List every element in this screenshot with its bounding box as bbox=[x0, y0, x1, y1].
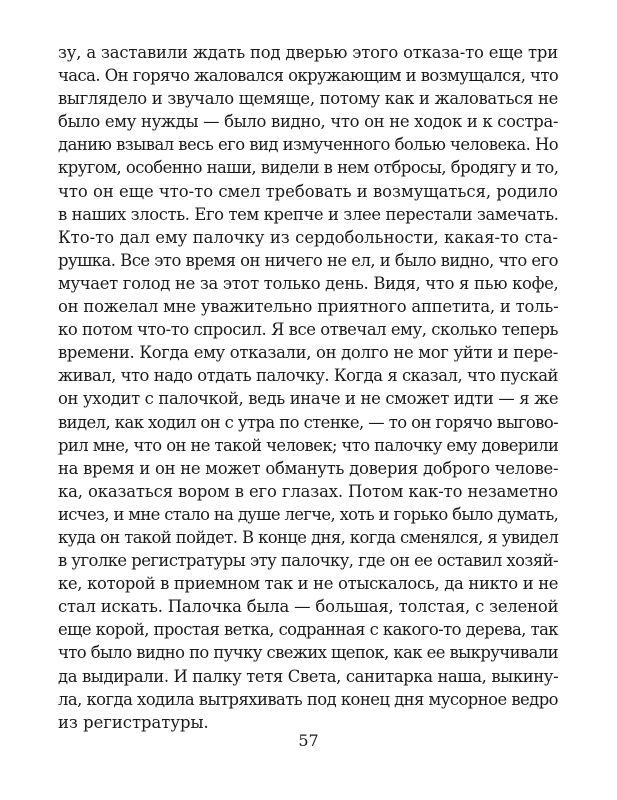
text-line: из регистратуры. bbox=[58, 712, 209, 732]
text-line: ла, когда ходила вытряхивать под конец дня мусорное ведро bbox=[58, 689, 558, 709]
text-line: он уходит с палочкой, ведь иначе и не сможет идти — я же bbox=[58, 389, 559, 409]
text-line: ка, оказаться вором в его глазах. Потом как-то незаметно bbox=[58, 481, 558, 501]
text-line: куда он такой пойдет. В конце дня, когда сменялся, я увидел bbox=[58, 527, 559, 547]
text-line: в наших злость. Его тем крепче и злее перестали замечать. bbox=[58, 204, 559, 224]
text-line: что было видно по пучку свежих щепок, как ее выкручивали bbox=[58, 643, 558, 663]
text-line: на время и он не может обмануть доверия доброго челове- bbox=[58, 458, 559, 478]
text-line: выглядело и звучало щемяще, потому как и жаловаться не bbox=[58, 89, 558, 109]
text-line: еще корой, простая ветка, содранная с какого-то дерева, так bbox=[58, 620, 558, 640]
text-line: кругом, особенно наши, видели в нем отбросы, бродягу и то, bbox=[58, 158, 559, 178]
text-line: данию взывал весь его вид измученного болью человека. Но bbox=[58, 135, 559, 155]
text-line: исчез, и мне стало на душе легче, хоть и горько было думать, bbox=[58, 504, 559, 524]
text-line: видел, как ходил он с утра по стенке, — то он горячо выгово- bbox=[58, 412, 559, 432]
text-line: да выдирали. И палку тетя Света, санитарка наша, выкину- bbox=[58, 666, 559, 686]
text-line: рушка. Все это время он ничего не ел, и было видно, что его bbox=[58, 250, 558, 270]
text-line: в уголке регистратуры эту палочку, где он ее оставил хозяй- bbox=[58, 551, 558, 571]
text-line: что он еще что-то смел требовать и возмущаться, родило bbox=[58, 181, 558, 201]
text-line: рил мне, что он не такой человек; что палочку ему доверили bbox=[58, 435, 559, 455]
text-line: Кто-то дал ему палочку из сердобольности, какая-то ста- bbox=[58, 227, 558, 247]
page-number: 57 bbox=[298, 731, 319, 750]
text-line: стал искать. Палочка была — большая, толстая, с зеленой bbox=[58, 597, 559, 617]
text-line: мучает голод не за этот только день. Видя, что я пью кофе, bbox=[58, 273, 559, 293]
text-line: ке, которой в приемном так и не отыскалось, да никто и не bbox=[58, 574, 559, 594]
text-line: времени. Когда ему отказали, он долго не мог уйти и пере- bbox=[58, 343, 558, 363]
body-text bbox=[58, 41, 558, 734]
text-line: ко потом что-то спросил. Я все отвечал ему, сколько теперь bbox=[58, 320, 558, 340]
text-line: зу, а заставили ждать под дверью этого отказа-то еще три bbox=[58, 43, 559, 62]
text-line: он пожелал мне уважительно приятного аппетита, и толь- bbox=[58, 297, 559, 317]
text-line: часа. Он горячо жаловался окружающим и возмущался, что bbox=[58, 66, 559, 86]
text-line: живал, что надо отдать палочку. Когда я сказал, что пускай bbox=[58, 366, 558, 386]
text-line: было ему нужды — было видно, что он не ходок и к состра- bbox=[58, 112, 559, 132]
